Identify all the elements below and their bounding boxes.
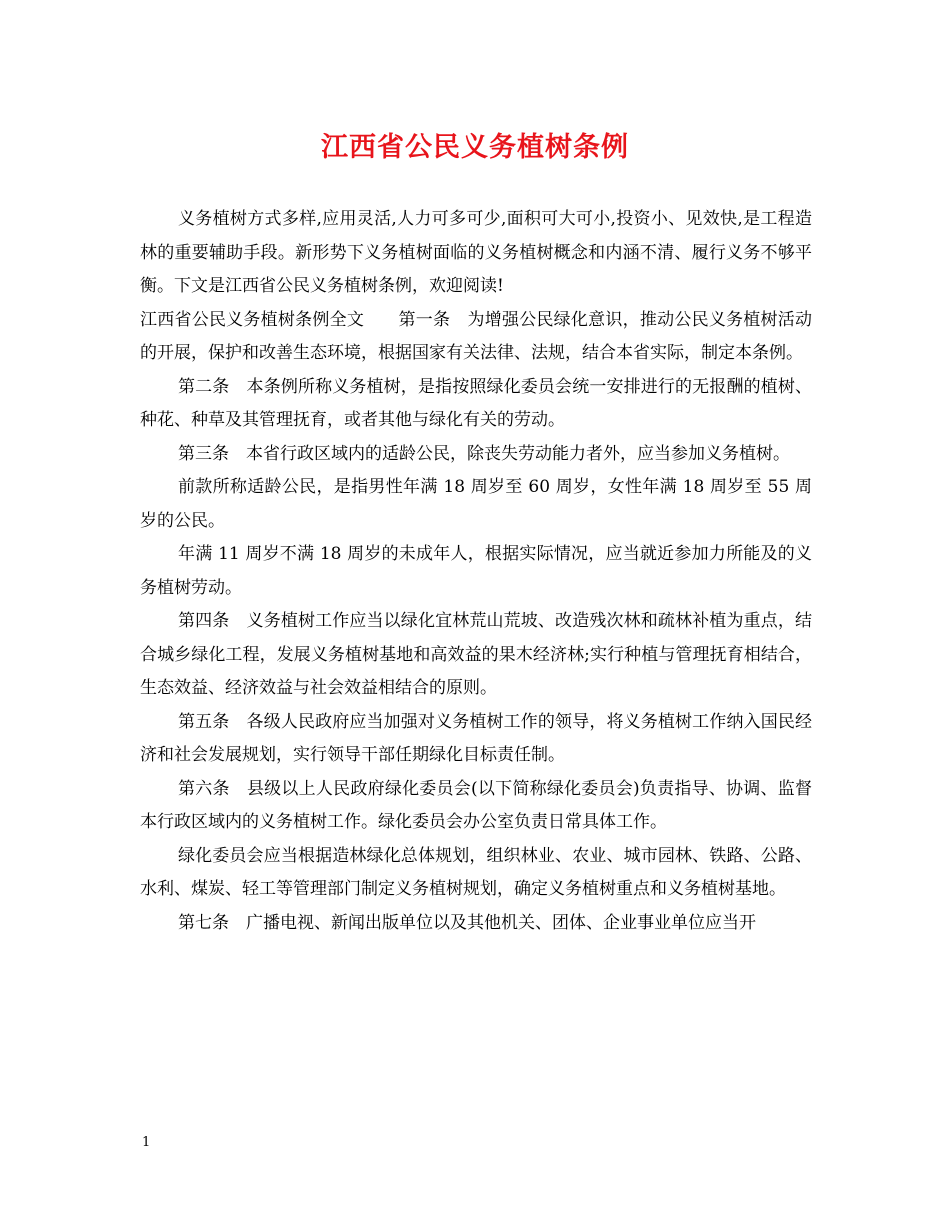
paragraph-article-6-planning: 绿化委员会应当根据造林绿化总体规划，组织林业、农业、城市园林、铁路、公路、水利、煤炭、轻工等管理部门制定义务植树规划，确定义务植树重点和义务植树基地。 xyxy=(140,845,812,899)
paragraph-article-3-minors: 年满 11 周岁不满 18 周岁的未成年人，根据实际情况，应当就近参加力所能及的义务植树劳动。 xyxy=(140,544,812,598)
paragraph-article-6: 第六条 县级以上人民政府绿化委员会(以下简称绿化委员会)负责指导、协调、监督本行政区域内的义务植树工作。绿化委员会办公室负责日常具体工作。 xyxy=(140,778,812,832)
document-body xyxy=(140,203,812,940)
paragraph-intro: 义务植树方式多样,应用灵活,人力可多可少,面积可大可小,投资小、见效快,是工程造林的重要辅助手段。新形势下义务植树面临的义务植树概念和内涵不清、履行义务不够平衡。下文是江西省公民义务植树条例，欢迎阅读! xyxy=(140,209,812,296)
paragraph-article-2: 第二条 本条例所称义务植树，是指按照绿化委员会统一安排进行的无报酬的植树、种花、种草及其管理抚育，或者其他与绿化有关的劳动。 xyxy=(140,376,812,430)
paragraph-article-7: 第七条 广播电视、新闻出版单位以及其他机关、团体、企业事业单位应当开 xyxy=(178,912,756,933)
paragraph-article-5: 第五条 各级人民政府应当加强对义务植树工作的领导，将义务植树工作纳入国民经济和社会发展规划，实行领导干部任期绿化目标责任制。 xyxy=(140,711,812,765)
paragraph-article-3-age-definition: 前款所称适龄公民，是指男性年满 18 周岁至 60 周岁，女性年满 18 周岁至 55 周岁的公民。 xyxy=(140,477,812,531)
document-title: 江西省公民义务植树条例 xyxy=(321,132,629,163)
paragraph-article-3: 第三条 本省行政区域内的适龄公民，除丧失劳动能力者外，应当参加义务植树。 xyxy=(178,443,790,464)
paragraph-article-4: 第四条 义务植树工作应当以绿化宜林荒山荒坡、改造残次林和疏林补植为重点，结合城乡绿化工程，发展义务植树基地和高效益的果木经济林;实行种植与管理抚育相结合，生态效益、经济效益与社会效益相结合的原则。 xyxy=(140,611,812,698)
paragraph-article-1: 江西省公民义务植树条例全文 第一条 为增强公民绿化意识，推动公民义务植树活动的开展，保护和改善生态环境，根据国家有关法律、法规，结合本省实际，制定本条例。 xyxy=(140,309,812,363)
page-number: 1 xyxy=(142,1135,151,1150)
